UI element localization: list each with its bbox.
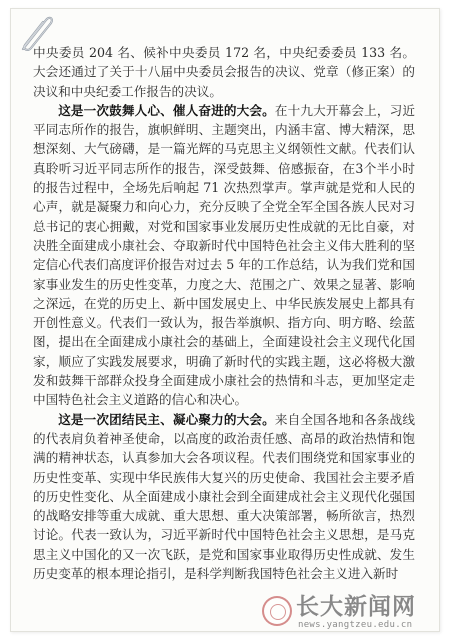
paragraph-2 (33, 101, 415, 410)
document-page (10, 8, 440, 632)
paperclip-icon (13, 9, 57, 55)
university-seal-icon (262, 596, 292, 626)
paragraph-3-text: 来自全国各地和各条战线的代表肩负着神圣使命，以高度的政治责任感、高昂的政治热情和饱满的精神状态，认真参加大会各项议程。代表们围绕党和国家事业的历史性变革、实现中华民族伟大复兴的历史使命、我国社会主要矛盾的历史性变化、从全面建成小康社会到全面建成社会主义现代化强国的战略安排等重大成就、重大思想、重大决策部署，畅所欲言，热烈讨论。代表一致认为，习近平新时代中国特色社会主义思想，是马克思主义中国化的又一次飞跃，是党和国家事业取得历史性成就、发生历史变革的根本理论指引，是科学判断我国特色社会主义进入新时 (33, 411, 416, 582)
site-watermark (296, 594, 446, 634)
watermark-title: 长大新闻网 (296, 594, 416, 620)
paragraph-2-text: 在十九大开幕会上，习近平同志所作的报告，旗帜鲜明、主题突出，内涵丰富、博大精深，思想深刻、大气磅礴，是一篇光辉的马克思主义纲领性文献。代表们认真聆听习近平同志所作的报告，深受鼓舞、倍感振奋，在3个半小时的报告过程中，全场先后响起 71 次热烈掌声。掌声就是党和人民的心声，就是凝聚力和向心力，充分反映了全党全军全国各族人民对习总书记的衷心拥戴，对党和国家事业发展历史性成就的无比自豪，对决胜全面建成小康社会、夺取新时代中国特色社会主义伟大胜利的坚定信心代表们高度评价报告对过去 5 年的工作总结，认为我们党和国家事业发生的历史性变革，力度之大、范围之广、效果之显著、影响之深远，在党的历史上、新中国发展史上、中华民族发展史上都具有开创性意义。代表们一致认为，报告举旗帜、指方向、明方略、绘蓝图，提出在全面建成小康社会的基础上，全面建设社会主义现代化国家，顺应了实践发展要求，明确了新时代的实践主题，这必将极大激发和鼓舞干部群众投身全面建成小康社会的热情和斗志，更加坚定走中国特色社会主义道路的信心和决心。 (33, 102, 416, 408)
paragraph-3 (33, 410, 415, 584)
paragraph-1-text: 中央委员 204 名、候补中央委员 172 名，中央纪委委员 133 名。大会还通过了关于十八届中央委员会报告的决议、党章（修正案）的决议和中央纪委工作报告的决议。 (33, 45, 415, 99)
document-body (33, 43, 415, 583)
paragraph-2-lead: 这是一次鼓舞人心、催人奋进的大会。 (58, 102, 275, 118)
paragraph-3-lead: 这是一次团结民主、凝心聚力的大会。 (58, 411, 275, 427)
paragraph-1 (33, 43, 415, 101)
watermark-url: news.yangtzeu.edu.cn (298, 620, 413, 630)
